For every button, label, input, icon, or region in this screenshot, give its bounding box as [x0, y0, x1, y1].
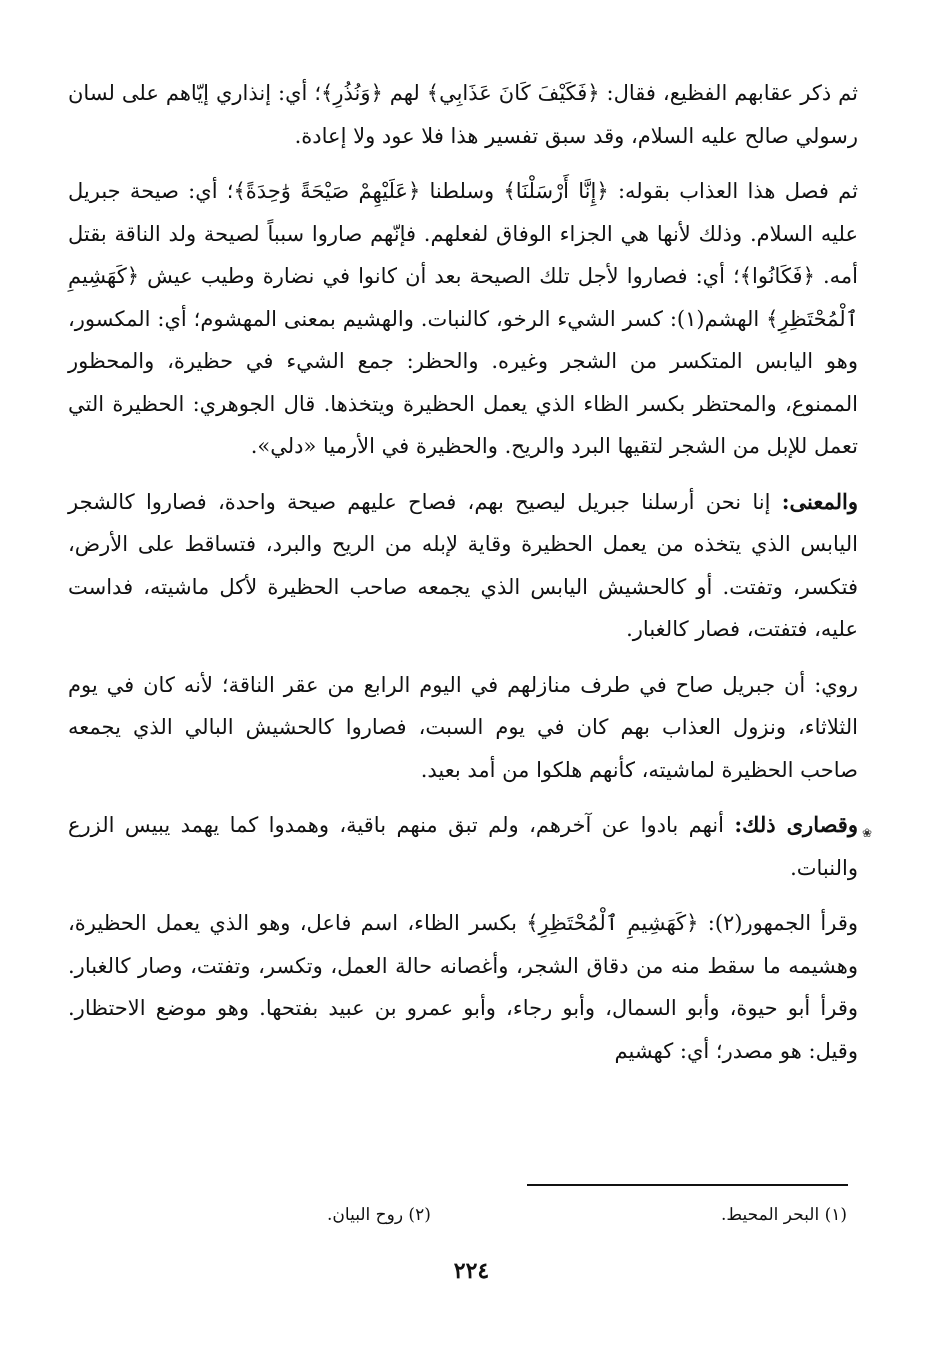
paragraph-2: ثم فصل هذا العذاب بقوله: ﴿إِنَّا أَرْسَلْنَا﴾ وسلطنا ﴿عَلَيْهِمْ صَيْحَةً وَٰحِدَةً﴾؛ أي: صيحة جبريل عليه السلام. وذلك لأنها هي الجزاء الوفاق لفعلهم. فإنّهم صاروا سبباً لصيحة ولد الناقة بقتل أمه. ﴿فَكَانُوا﴾؛ أي: فصاروا لأجل تلك الصيحة بعد أن كانوا في نضارة وطيب عيش ﴿كَهَشِيمِ ٱلْمُحْتَظِرِ﴾ الهشم(١): كسر الشيء الرخو، كالنبات. والهشيم بمعنى المهشوم؛ أي: المكسور، وهو اليابس المتكسر من الشجر وغيره. والحظر: جمع الشيء في حظيرة، والمحظور الممنوع، والمحتظر بكسر الظاء الذي يعمل الحظيرة ويتخذها. قال الجوهري: الحظيرة التي تعمل للإبل من الشجر لتقيها البرد والريح. والحظيرة في الأرميا «دلي». — [68, 179, 858, 458]
paragraph-lead: وقصارى ذلك: — [734, 812, 858, 837]
paragraph-lead: والمعنى: — [781, 488, 858, 514]
paragraph-6: وقرأ الجمهور(٢): ﴿كَهَشِيمِ ٱلْمُحْتَظِرِ﴾ بكسر الظاء، اسم فاعل، وهو الذي يعمل الحظيرة، وهشيمه ما سقط منه من دقاق الشجر، وأغصانه حالة العمل، وتكسر، وتفتت، وصار كالغبار. وقرأ أبو حيوة، وأبو السمال، وأبو رجاء، وأبو عمرو بن عبيد بفتحها. وهو موضع الاحتظار. وقيل: هو مصدر؛ أي: كهشيم — [68, 911, 859, 1063]
footnotes — [327, 1202, 847, 1228]
paragraph-3: والمعنى: إنا نحن أرسلنا جبريل ليصيح بهم، فصاح عليهم صيحة واحدة، فصاروا كالشجر اليابس الذي يتخذه من يعمل الحظيرة وقاية لإبله من الريح والبرد، فتساقط على الأرض، فتكسر، وتفتت. أو كالحشيش اليابس الذي يجمعه صاحب الحظيرة لأكل ماشيته، فداست عليه، فتفتت، فصار كالغبار. — [68, 488, 858, 641]
footnote-divider — [527, 1184, 848, 1186]
footnote-1: (١) البحر المحيط. — [721, 1205, 847, 1225]
footnote-2: (٢) روح البيان. — [327, 1205, 431, 1225]
paragraph-4: روي: أن جبريل صاح في طرف منازلهم في اليوم الرابع من عقر الناقة؛ لأنه كان في يوم الثلاثاء، ونزول العذاب بهم كان في يوم السبت، فصاروا كالحشيش البالي الذي يجمعه صاحب الحظيرة لماشيته، كأنهم هلكوا من أمد بعيد. — [68, 672, 858, 782]
margin-ornament-icon: ❀ — [862, 826, 873, 840]
page-body — [68, 72, 858, 1085]
paragraph-1: ثم ذكر عقابهم الفظيع، فقال: ﴿فَكَيْفَ كَانَ عَذَابِي﴾ لهم ﴿وَنُذُرِ﴾؛ أي: إنذاري إيّاهم على لسان رسولي صالح عليه السلام، وقد سبق تفسير هذا فلا عود ولا إعادة. — [68, 81, 858, 148]
page-number: ٢٢٤ — [453, 1258, 490, 1284]
paragraph-5: وقصارى ذلك: أنهم بادوا عن آخرهم، ولم تبق منهم باقية، وهمدوا كما يهمد يبيس الزرع والنبات. — [68, 812, 858, 880]
